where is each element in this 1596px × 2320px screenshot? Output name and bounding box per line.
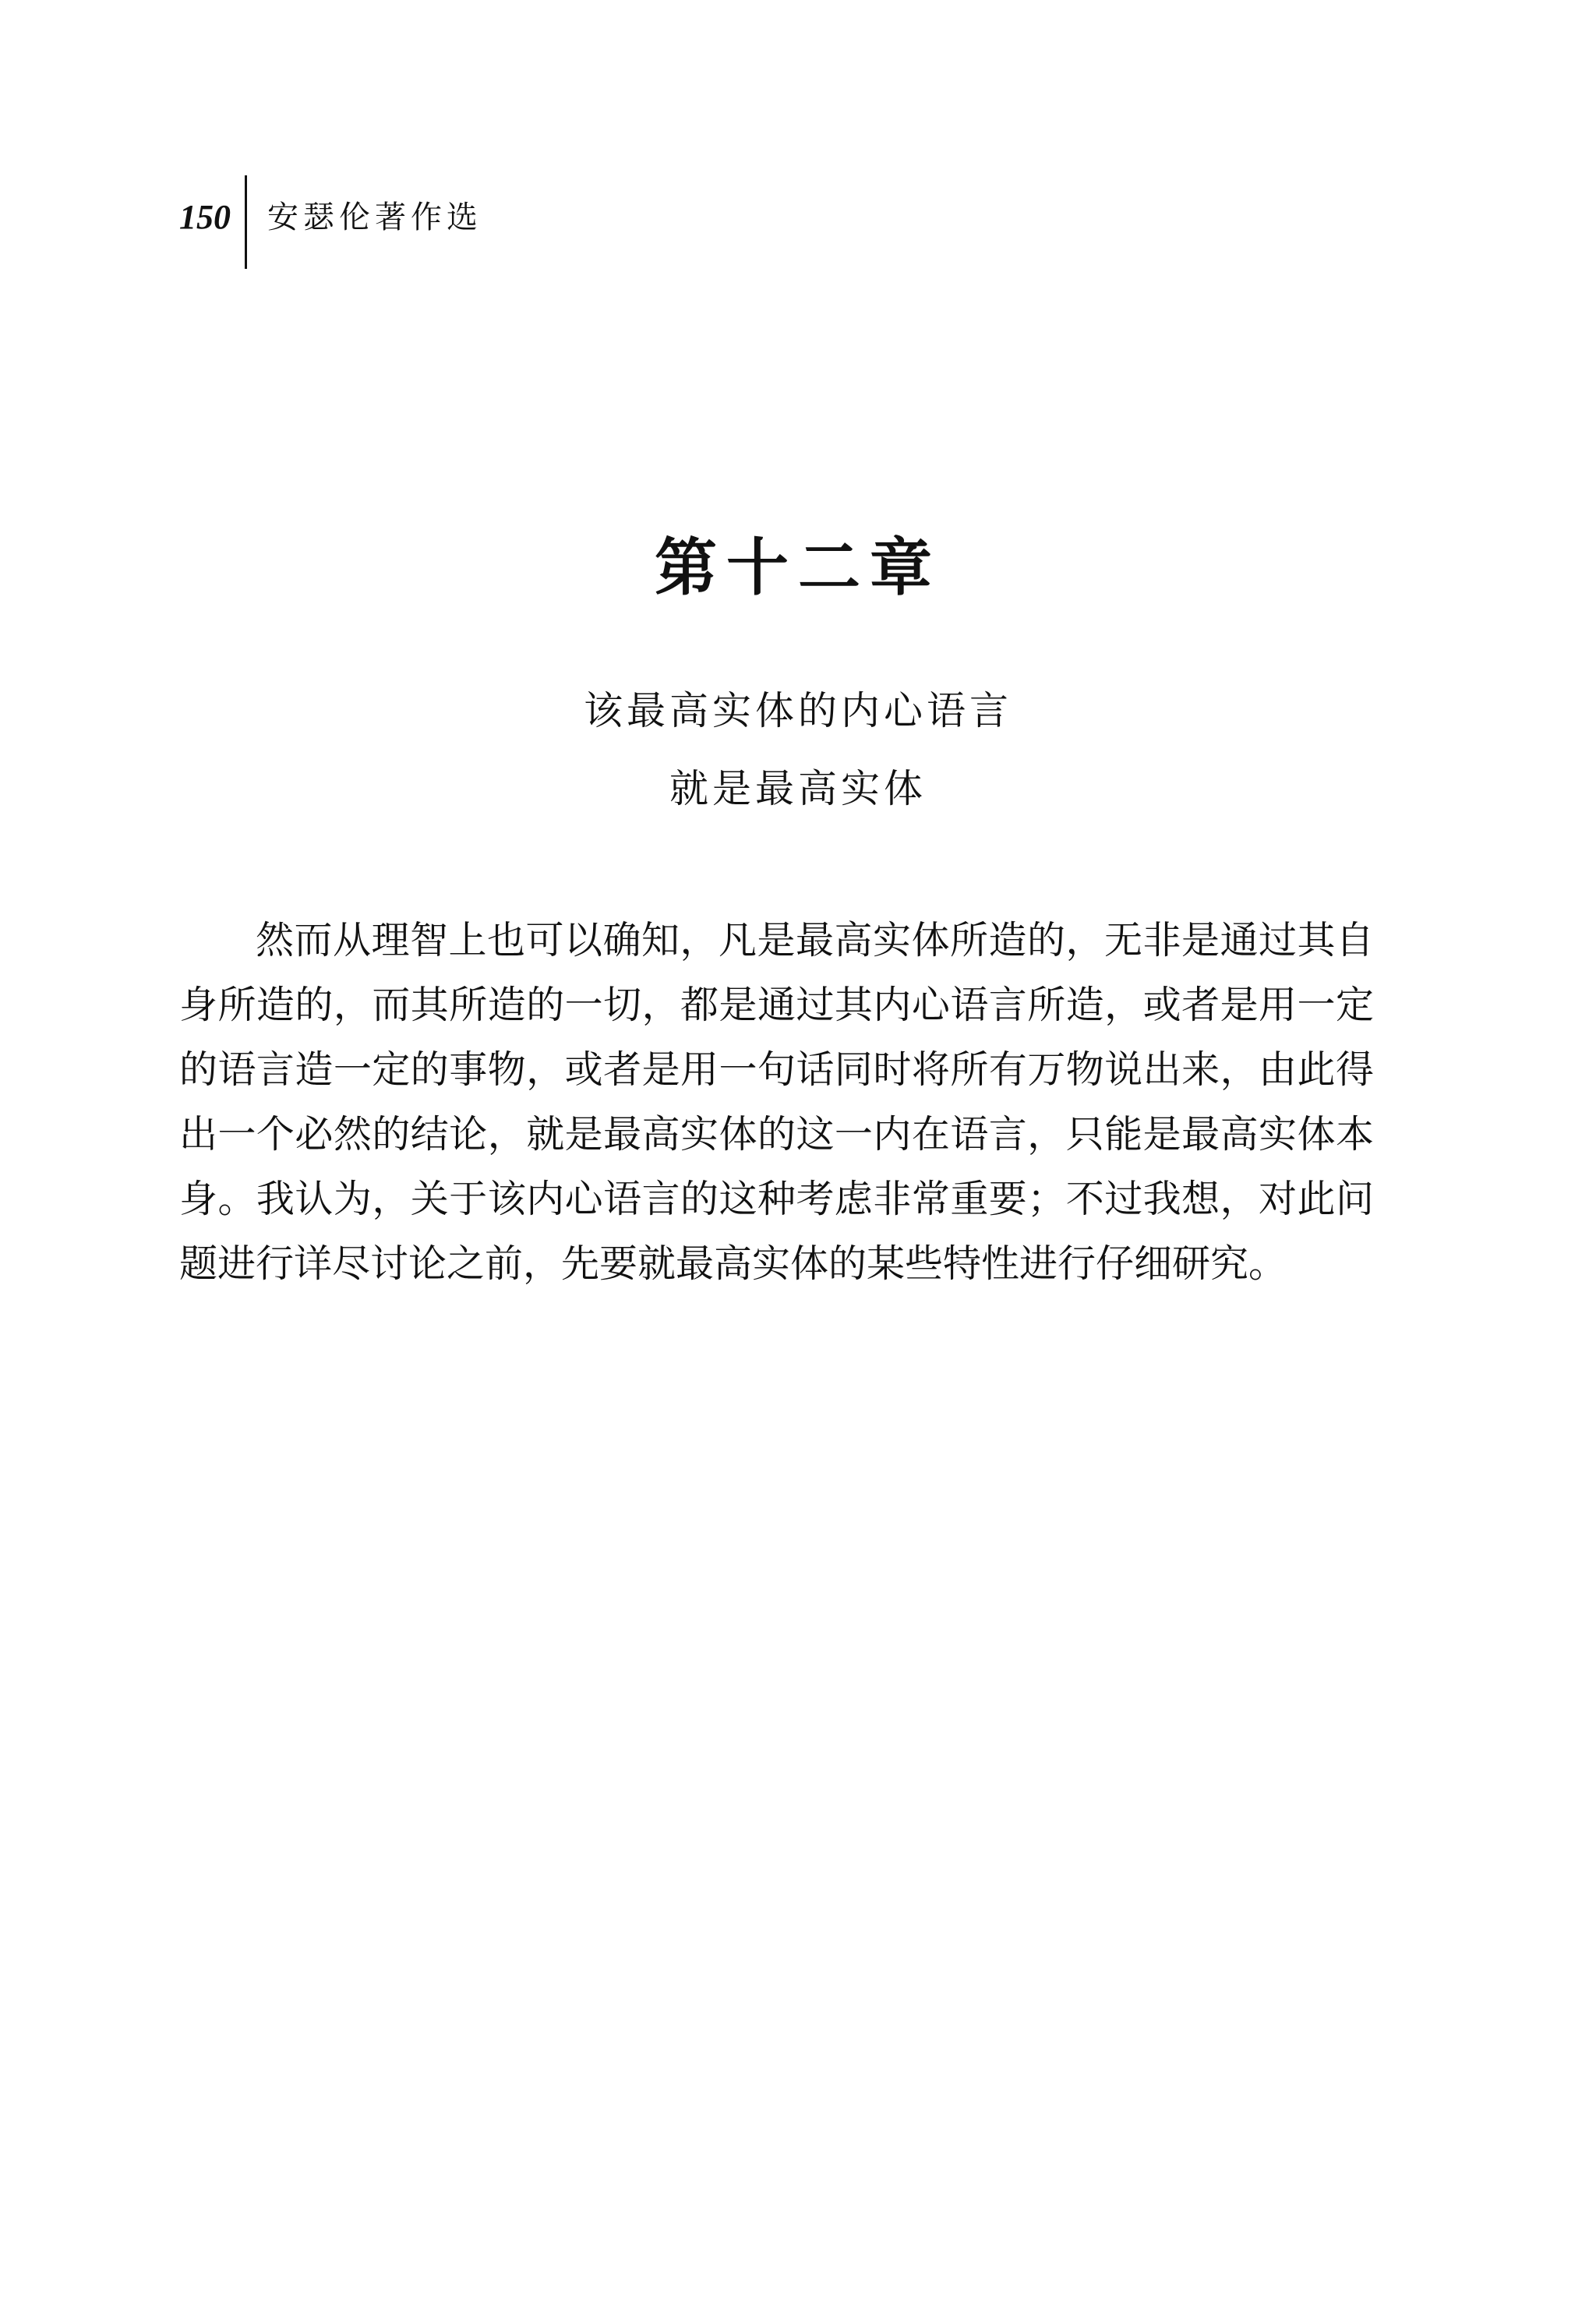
- chapter-heading: 第十二章: [655, 531, 941, 604]
- chapter-subtitle: [0, 672, 1596, 828]
- chapter-subtitle-line-1: 该最高实体的内心语言: [584, 688, 1012, 733]
- running-header: [179, 175, 482, 277]
- chapter-subtitle-line-2: 就是最高实体: [669, 766, 927, 811]
- body-paragraph: 然而从理智上也可以确知，凡是最高实体所造的，无非是通过其自身所造的，而其所造的一切，都是通过其内心语言所造，或者是用一定的语言造一定的事物，或者是用一句话同时将所有万物说出来，由此得出一个必然的结论，就是最高实体的这一内在语言，只能是最高实体本身。我认为，关于该内心语言的这种考虑非常重要；不过我想，对此问题进行详尽讨论之前，先要就最高实体的某些特性进行仔细研究。: [179, 918, 1374, 1286]
- book-title: 安瑟伦著作选: [267, 200, 482, 235]
- page-number: 150: [179, 198, 231, 236]
